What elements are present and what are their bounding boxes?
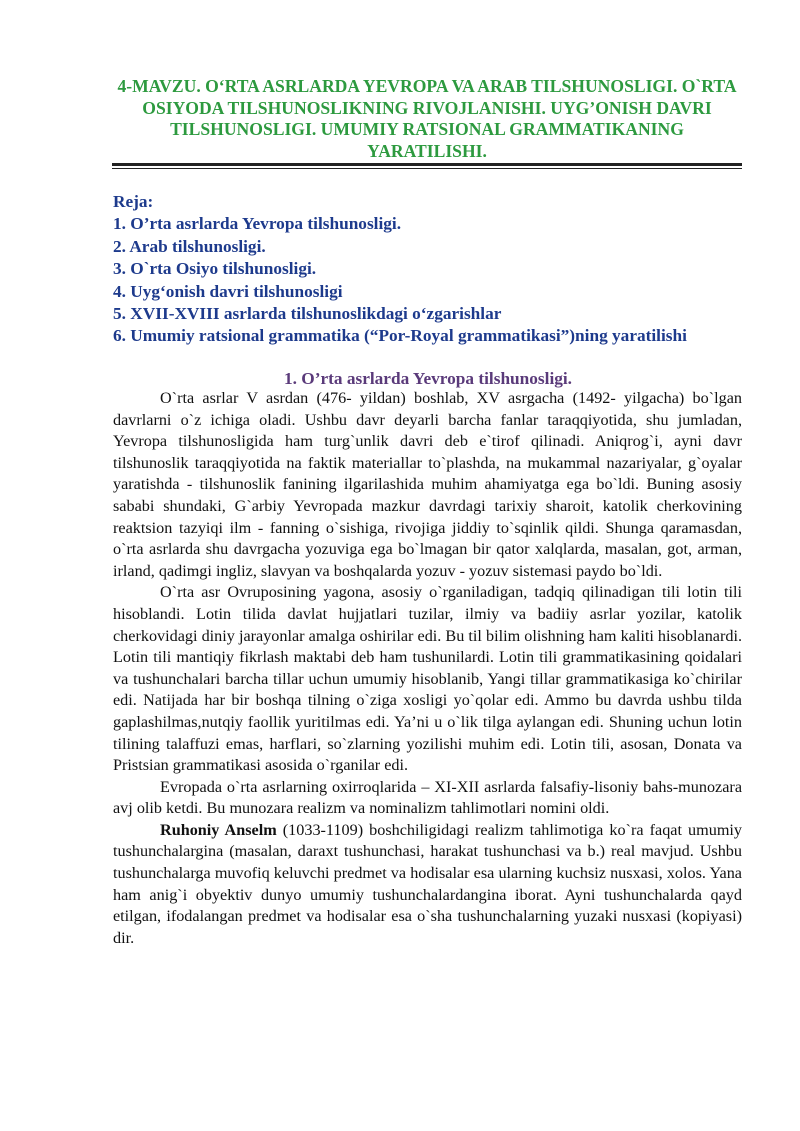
paragraph: O`rta asrlar V asrdan (476- yildan) boshlab, XV asrgacha (1492- yilgacha) bo`lgan davrlarni o`z ichiga oladi. Ushbu davr deyarli barcha fanlar taraqqiyotida, shu jumladan, Yevropa tilshunosligida ham turg`unlik davri deb e`tirof qilinadi. Aniqrog`i, ayni davr tilshunoslik taraqqiyotida na faktik materiallar to`plashda, na mukammal nazariyalar, g`oyalar yaratishda - tilshunoslik fanining ilgarilashida muhim ahamiyatga ega bo`ldi. Buning asosiy sababi shundaki, G`arbiy Yevropada mazkur davrdagi tarixiy sharoit, katolik cherkovining reaktsion tazyiqi ilm - fanning o`sishiga, rivojiga jiddiy to`sqinlik qildi. Shunga qaramasdan, o`rta asrlarda shu davrgacha yozuviga ega bo`lmagan bir qator xalqlarda, masalan, got, arman, irland, qadimgi ingliz, slavyan va boshqalarda yozuv - yozuv sistemasi paydo bo`ldi.	[113, 389, 742, 580]
plan-list	[113, 191, 753, 348]
person-name: Ruhoniy Anselm	[160, 820, 277, 839]
plan-heading: Reja:	[113, 192, 154, 211]
section-heading: 1. O’rta asrlarda Yevropa tilshunosligi.	[283, 369, 573, 388]
title-divider	[112, 163, 742, 169]
plan-item: 3. O`rta Osiyo tilshunosligi.	[113, 259, 317, 279]
plan-item: 5. XVII-XVIII asrlarda tilshunoslikdagi o‘zgarishlar	[113, 304, 502, 324]
paragraph: Evropada o`rta asrlarning oxirroqlarida – XI-XII asrlarda falsafiy-lisoniy bahs-munozara avj olib ketdi. Bu munozara realizm va nominalizm tahlimotlari nomini oldi.	[113, 777, 742, 818]
document-title: 4-MAVZU. O‘RTA ASRLARDA YEVROPA VA ARAB TILSHUNOSLIGI. O`RTA OSIYODA TILSHUNOSLIKNING RIVOJLANISHI. UYG’ONISH DAVRI TILSHUNOSLIGI. UMUMIY RATSIONAL GRAMMATIKANING YARATILISHI.	[117, 76, 737, 161]
plan-item: 4. Uyg‘onish davri tilshunosligi	[113, 281, 343, 301]
plan-item: 6. Umumiy ratsional grammatika (“Por-Royal grammatikasi”)ning yaratilishi	[113, 326, 687, 346]
body-text	[113, 388, 742, 949]
plan-item: 2. Arab tilshunosligi.	[113, 236, 266, 256]
plan-item: 1. O’rta asrlarda Yevropa tilshunosligi.	[113, 214, 402, 234]
paragraph: O`rta asr Ovruposining yagona, asosiy o`rganiladigan, tadqiq qilinadigan tili lotin tili hisoblandi. Lotin tilida davlat hujjatlari tuzilar, ilmiy va badiiy asrlar yozilar, katolik cherkovidagi diniy jarayonlar amalga oshirilar edi. Bu til bilim olishning ham kaliti hisoblanardi. Lotin tili mantiqiy fikrlash maktabi deb ham tushunilardi. Lotin tili grammatikasining qoidalari va tushunchalari barcha tillar uchun umumiy hisoblanib, Yangi tillar grammatikasiga ko`chirilar edi. Natijada har bir boshqa tilning o`ziga xosligi yo`qolar edi. Ammo bu davrda ushbu tilda gaplashilmas,nutqiy faollik yuritilmas edi. Ya’ni u o`lik tilga aylangan edi. Shuning uchun lotin tilining talaffuzi emas, harflari, so`zlarning yozilishi muhim edi. Lotin tili, asosan, Donata va Pristsian grammatikasi asosida o`rganilar edi.	[113, 583, 742, 775]
paragraph-anselm	[113, 820, 742, 950]
paragraph-text: (1033-1109) boshchiligidagi realizm tahlimotiga ko`ra faqat umumiy tushunchalargina (masalan, daraxt tushunchasi, harakat tushunchasi va b.) real mavjud. Ushbu tushunchalarga muvofiq keluvchi predmet va hodisalar esa ularning kuchsiz nusxasi, xolos. Yana ham anig`i obyektiv dunyo umumiy tushunchalardangina iborat. Ayni tushunchalarda qayd etilgan, ifodalangan predmet va hodisalar esa o`sha tushunchalarning yuzaki nusxasi (kopiyasi) dir.	[113, 820, 743, 947]
